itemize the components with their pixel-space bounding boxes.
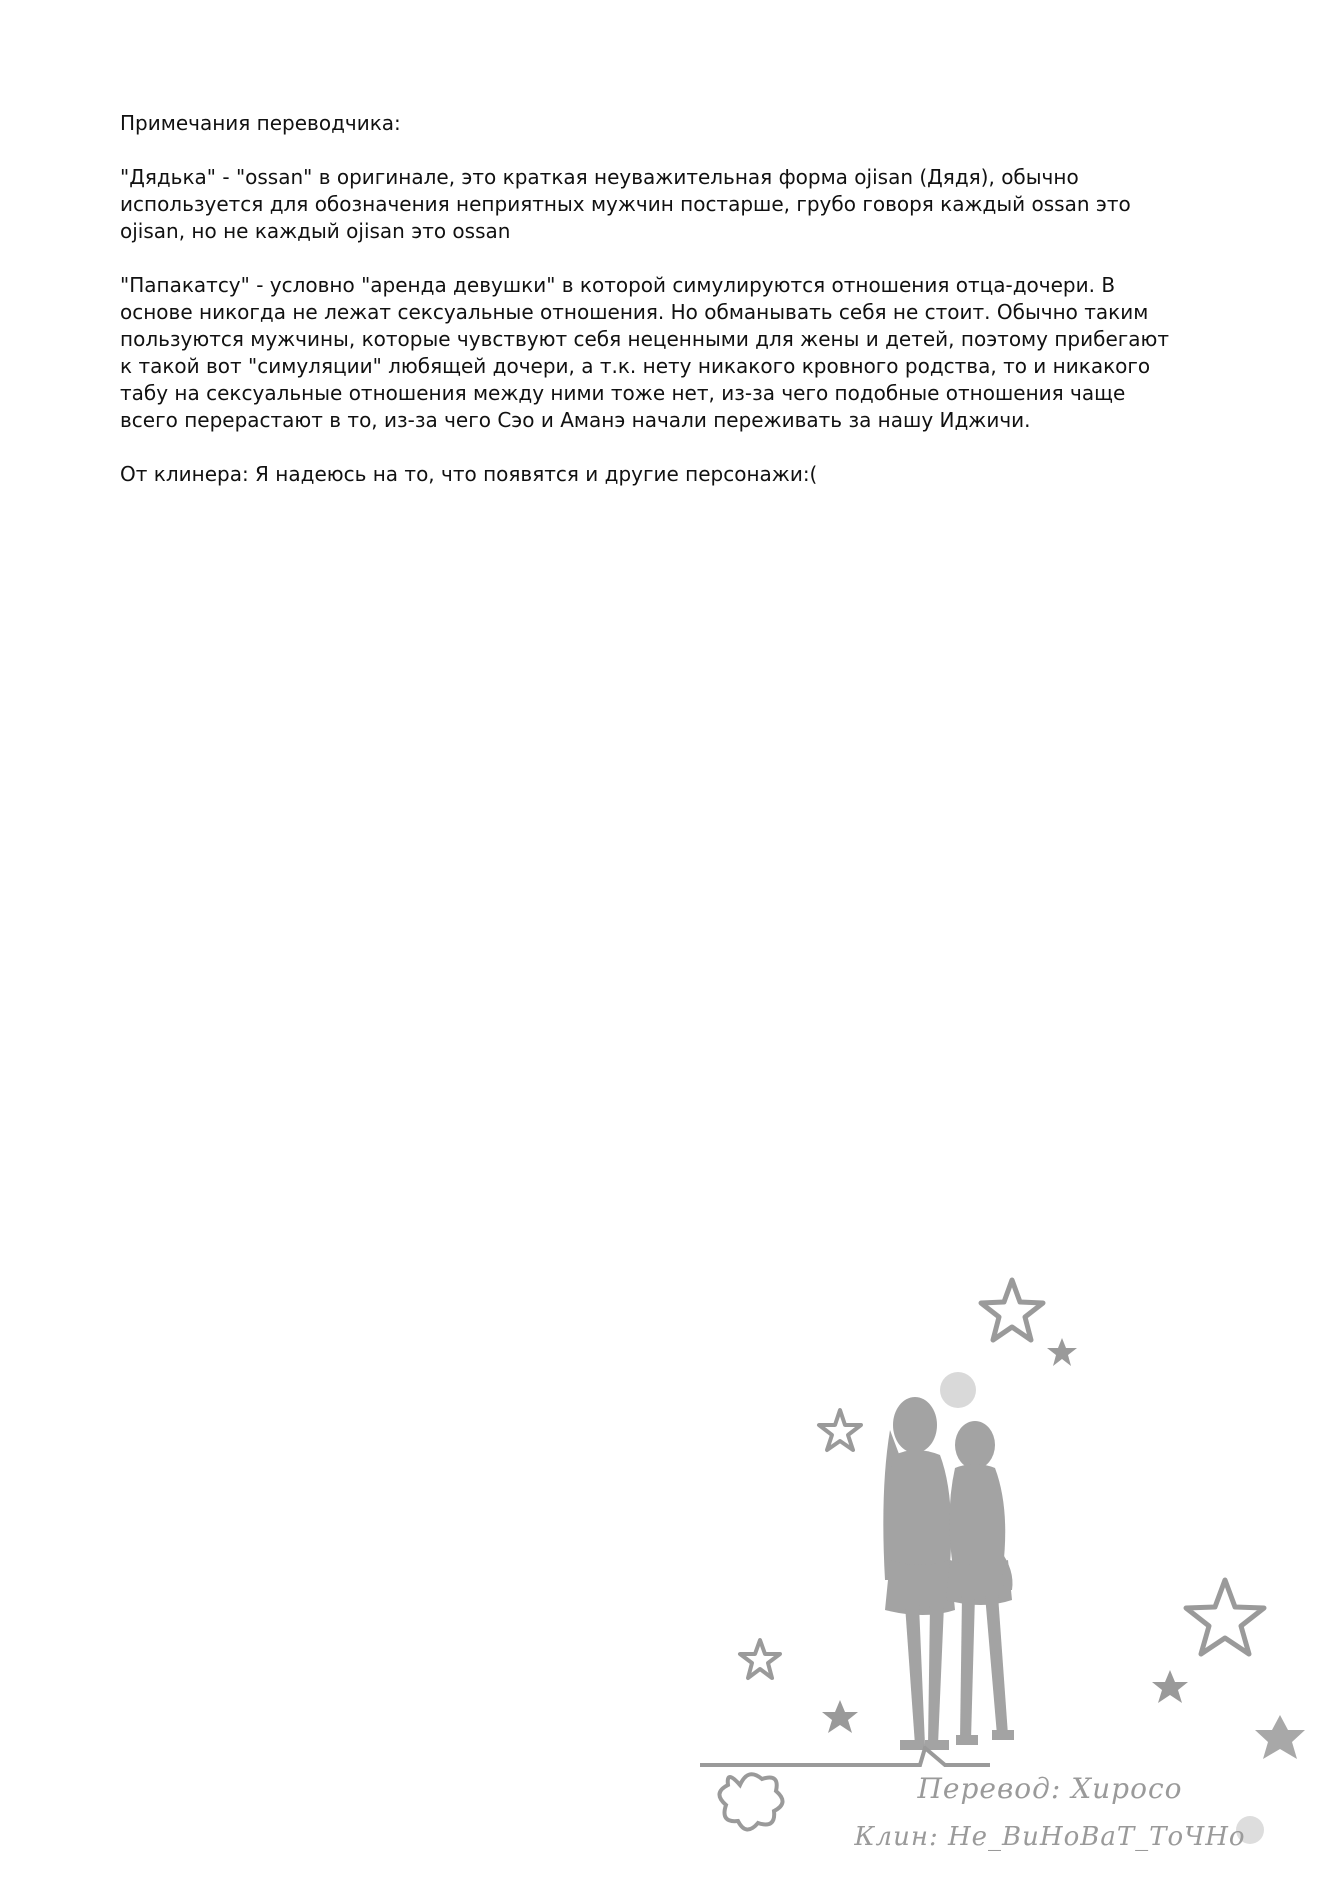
girl-silhouette-right (946, 1421, 1014, 1745)
star-outline-icon (1186, 1580, 1264, 1654)
girl-silhouette-left (883, 1397, 955, 1750)
flower-light-icon (940, 1372, 976, 1408)
star-filled-icon (1255, 1715, 1305, 1759)
note-cleaner: От клинера: Я надеюсь на то, что появятся и другие персонажи:( (120, 462, 818, 486)
flower-outline-icon (719, 1774, 782, 1829)
star-outline-icon (819, 1410, 861, 1450)
star-filled-icon (822, 1700, 858, 1733)
star-outline-icon (981, 1280, 1043, 1340)
decorative-line (700, 1748, 990, 1765)
note-papakatsu: "Папакатсу" - условно "аренда девушки" в которой симулируются отношения отца-дочери. В основе никогда не лежат сексуальные отношения. Но обманывать себя не стоит. Обычно таким пользуются мужчины, которые чувствуют себя неценными для жены и детей, поэтому прибегают к такой вот "симуляции" любящей дочери, а т.к. нету никакого кровного родства, то и никакого табу на сексуальные отношения между ними тоже нет, из-за чего подобные отношения чаще всего перерастают в то, из-за чего Сэо и Аманэ начали переживать за нашу Иджичи. (120, 273, 1169, 432)
star-outline-icon (740, 1640, 780, 1678)
translator-notes (120, 110, 1180, 515)
star-filled-icon (1152, 1670, 1188, 1703)
credit-translation: Перевод: Хиросо (917, 1772, 1183, 1805)
credit-cleaning: Клин: Не_ВиНоВаТ_ТоЧНо (854, 1822, 1246, 1852)
notes-heading: Примечания переводчика: (120, 111, 401, 135)
note-ossan: "Дядька" - "ossan" в оригинале, это краткая неуважительная форма ojisan (Дядя), обычно используется для обозначения неприятных мужчин постарше, грубо говоря каждый ossan это ojisan, но не каждый ojisan это ossan (120, 165, 1131, 243)
star-filled-icon (1047, 1338, 1077, 1366)
